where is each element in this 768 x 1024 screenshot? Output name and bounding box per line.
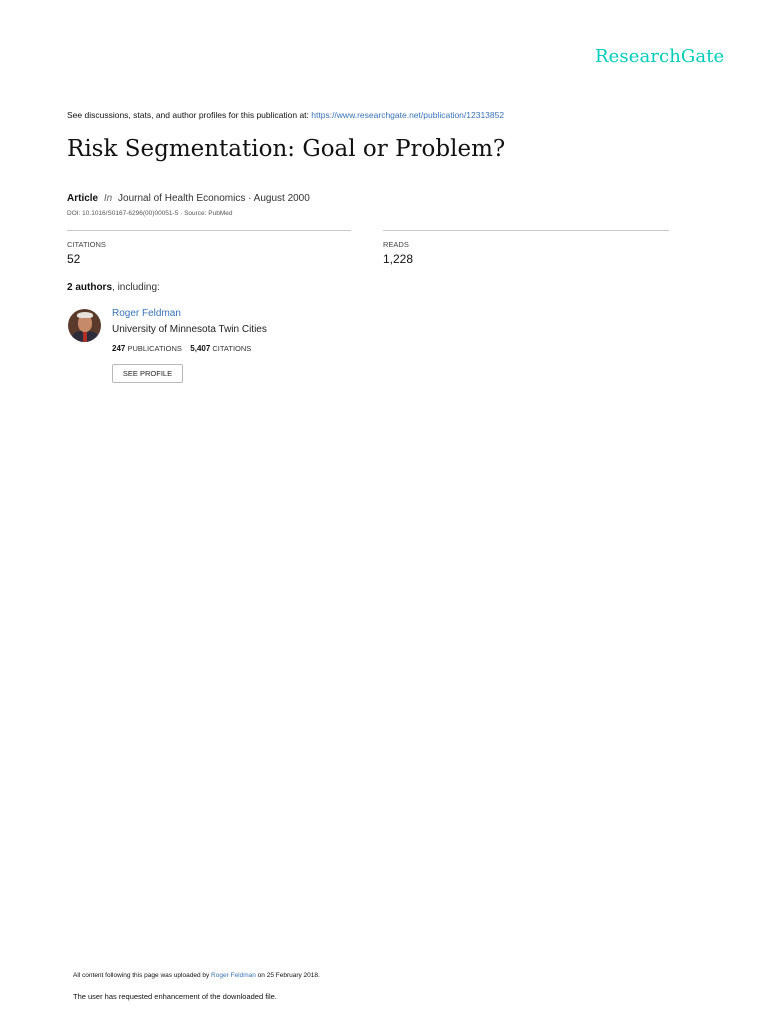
uploader-link[interactable]: Roger Feldman <box>211 972 256 979</box>
researchgate-logo[interactable]: ResearchGate <box>595 46 725 67</box>
author-stats <box>112 344 251 353</box>
author-avatar[interactable] <box>68 309 101 342</box>
discussion-notice <box>67 110 504 120</box>
discussion-text: See discussions, stats, and author profiles for this publication at: <box>67 110 312 120</box>
author-publications-count: 247 <box>112 344 126 353</box>
enhancement-note: The user has requested enhancement of the downloaded file. <box>73 992 277 1001</box>
citations-label: CITATIONS <box>67 240 106 249</box>
upload-suffix: on 25 February 2018. <box>255 972 320 979</box>
publication-url-link[interactable]: https://www.researchgate.net/publication/12313852 <box>311 110 505 120</box>
author-institution: University of Minnesota Twin Cities <box>112 324 267 335</box>
doi-line: DOI: 10.1016/S0167-6296(00)00051-5 · Source: PubMed <box>67 210 233 217</box>
avatar-hair <box>77 312 93 318</box>
authors-heading <box>67 282 160 293</box>
author-citations-label: CITATIONS <box>212 344 252 353</box>
citations-value: 52 <box>67 252 81 266</box>
reads-label: READS <box>383 240 409 249</box>
authors-suffix: , including: <box>112 282 160 293</box>
in-label: In <box>103 193 113 204</box>
author-citations-count: 5,407 <box>190 344 211 353</box>
author-publications-label: PUBLICATIONS <box>127 344 182 353</box>
publication-type: Article <box>67 193 99 204</box>
publication-meta <box>67 193 310 204</box>
see-profile-button[interactable]: SEE PROFILE <box>112 364 183 383</box>
reads-divider <box>383 230 669 231</box>
authors-count: 2 authors <box>67 282 113 293</box>
reads-value: 1,228 <box>383 252 414 266</box>
author-name-link[interactable]: Roger Feldman <box>112 308 181 319</box>
upload-notice <box>73 972 320 979</box>
citations-divider <box>67 230 351 231</box>
journal-date: Journal of Health Economics · August 2000 <box>118 193 310 204</box>
publication-title: Risk Segmentation: Goal or Problem? <box>67 136 506 162</box>
upload-prefix: All content following this page was uploaded by <box>73 972 212 979</box>
avatar-tie <box>83 331 87 342</box>
